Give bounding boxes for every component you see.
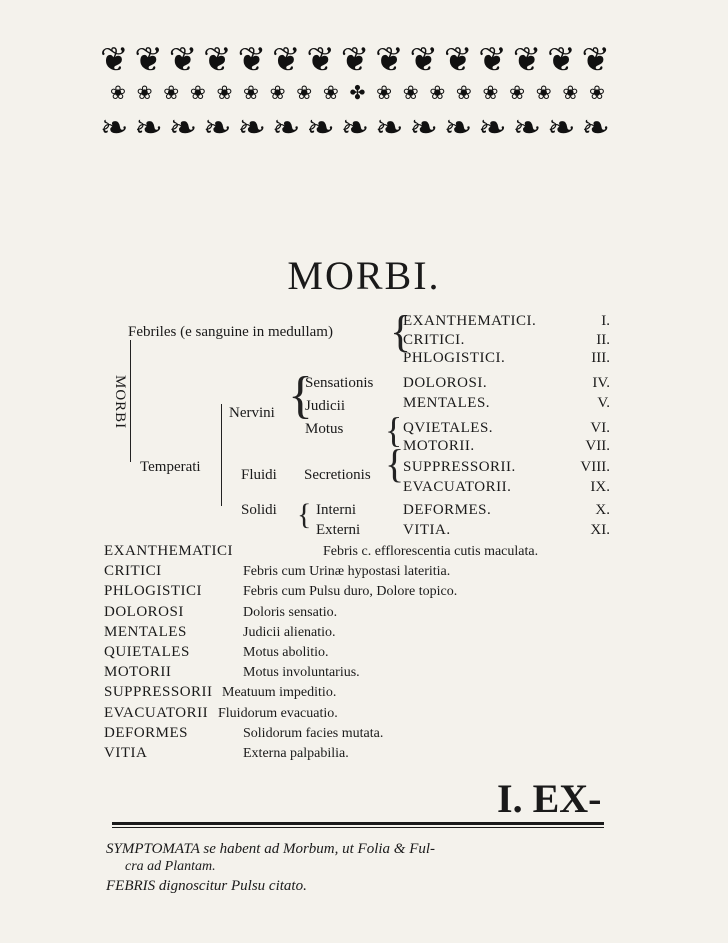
temperati-brace-line — [221, 404, 222, 506]
ornament-middle-glyph: ❀ — [588, 83, 605, 104]
footer-symptomata: SYMPTOMATA — [106, 841, 200, 857]
interni-label: Interni — [316, 502, 356, 518]
definition-term: MOTORII — [104, 664, 172, 681]
definition-text: Febris c. efflorescentia cutis maculata. — [323, 544, 539, 559]
class-numeral: III. — [591, 350, 610, 366]
definition-text: Solidorum facies mutata. — [243, 725, 384, 741]
class-name: DOLOROSI. — [403, 375, 488, 391]
ornament-top-glyph: ❦ — [443, 42, 473, 79]
ornament-bottom-glyph: ❧ — [168, 110, 198, 147]
class-name: QVIETALES. — [403, 420, 494, 436]
ornament-top-glyph: ❦ — [409, 42, 439, 79]
ornament-bottom-glyph: ❧ — [306, 110, 335, 147]
definition-text: Febris cum Pulsu duro, Dolore topico. — [243, 584, 458, 600]
ornament-bottom-glyph: ❧ — [100, 110, 129, 147]
ornament-middle-glyph: ❀ — [296, 83, 313, 104]
morbi-brace-line — [130, 340, 131, 462]
footer-line-3 — [106, 877, 307, 895]
ornament-middle-glyph: ❀ — [535, 83, 552, 104]
footer-line-1-rest: se habent ad Morbum, ut Folia & Ful- — [203, 841, 436, 857]
class-name: CRITICI. — [403, 332, 465, 348]
definition-text: Motus abolitio. — [243, 645, 329, 660]
page-title: MORBI. — [287, 253, 441, 298]
definition-text: Fluidorum evacuatio. — [218, 705, 338, 721]
ornament-middle-glyph: ❀ — [243, 83, 259, 104]
ornament-bottom-glyph: ❧ — [134, 110, 163, 147]
definition-term: QUIETALES — [104, 644, 190, 660]
class-name: EXANTHEMATICI. — [403, 313, 537, 329]
footer-line-3-rest: dignoscitur Pulsu citato. — [158, 878, 307, 894]
class-numeral: VIII. — [580, 459, 610, 475]
ornament-top-glyph: ❦ — [375, 42, 404, 79]
ornament-middle-glyph: ❀ — [402, 83, 419, 104]
ornament-top-glyph: ❦ — [478, 42, 507, 79]
ornament-top-glyph: ❦ — [512, 42, 542, 79]
ornament-top-glyph: ❦ — [100, 42, 129, 79]
class-name: MENTALES. — [403, 395, 491, 411]
definition-term: VITIA — [104, 745, 148, 761]
definition-text: Meatuum impeditio. — [222, 685, 337, 701]
ornament-bottom-glyph: ❧ — [547, 110, 576, 147]
ornament-bottom-glyph: ❧ — [512, 110, 542, 147]
ornament-top-glyph: ❦ — [203, 42, 232, 79]
ornament-middle-glyph: ❀ — [322, 83, 339, 104]
ornament-middle-glyph: ❀ — [163, 83, 180, 104]
sensationis-label: Sensationis — [305, 375, 374, 391]
ornament-top-glyph: ❦ — [271, 42, 301, 79]
definition-text: Doloris sensatio. — [243, 604, 338, 620]
footer-line-2: cra ad Plantam. — [125, 859, 216, 874]
class-name: EVACUATORII. — [403, 479, 512, 495]
definition-term: SUPPRESSORII — [104, 684, 213, 701]
ornament-middle-row — [110, 84, 605, 104]
ornament-middle-glyph: ❀ — [189, 83, 206, 104]
class-numeral: II. — [596, 332, 610, 348]
rule-thin — [112, 827, 604, 828]
definition-text: Motus involuntarius. — [243, 665, 360, 681]
class-numeral: VI. — [590, 420, 610, 436]
febriles-label: Febriles (e sanguine in medullam) — [128, 324, 333, 340]
definition-term: DOLOROSI — [104, 603, 184, 620]
class-numeral: IV. — [592, 375, 610, 391]
temperati-label: Temperati — [140, 459, 201, 475]
class-name: PHLOGISTICI. — [403, 350, 506, 366]
ornament-middle-glyph: ❀ — [376, 83, 393, 104]
definition-text: Judicii alienatio. — [243, 624, 336, 640]
ornament-top-glyph: ❦ — [168, 42, 198, 79]
class-numeral: V. — [597, 395, 610, 411]
ornament-middle-glyph: ❀ — [562, 83, 579, 104]
ornament-middle-glyph: ❀ — [509, 83, 526, 104]
class-name: MOTORII. — [403, 438, 475, 454]
definition-term: CRITICI — [104, 563, 162, 580]
ornament-middle-glyph: ❀ — [136, 83, 153, 104]
ornament-bottom-glyph: ❧ — [478, 110, 507, 147]
ornament-middle-glyph: ❀ — [110, 83, 126, 104]
definition-term: EVACUATORII — [104, 704, 209, 721]
ornament-bottom-glyph: ❧ — [237, 110, 267, 147]
solidi-brace: { — [297, 498, 312, 531]
definition-text: Externa palpabilia. — [243, 746, 349, 761]
footer-line-1 — [106, 840, 435, 858]
febriles-brace: { — [390, 307, 412, 356]
ornament-bottom-glyph: ❧ — [203, 110, 232, 147]
ornament-middle-glyph: ❀ — [455, 83, 472, 104]
definition-term: MENTALES — [104, 623, 187, 640]
solidi-label: Solidi — [241, 502, 277, 518]
class-name: SUPPRESSORII. — [403, 459, 516, 475]
class-name: VITIA. — [403, 522, 451, 538]
class-numeral: X. — [595, 502, 610, 518]
definition-term: EXANTHEMATICI — [104, 543, 233, 559]
class-numeral: XI. — [590, 522, 610, 538]
judicii-label: Judicii — [305, 398, 345, 414]
ornament-bottom-glyph: ❧ — [581, 110, 610, 147]
catchword: I. EX- — [497, 776, 602, 821]
nervini-brace: { — [288, 367, 313, 424]
ornament-middle-glyph: ❀ — [269, 83, 286, 104]
ornament-bottom-glyph: ❧ — [443, 110, 473, 147]
ornament-top-glyph: ❦ — [237, 42, 267, 79]
ornament-bottom-glyph: ❧ — [409, 110, 439, 147]
ornament-bottom-row — [100, 112, 610, 146]
ornament-top-glyph: ❦ — [340, 42, 370, 79]
class-name: DEFORMES. — [403, 502, 492, 518]
motus-brace: { — [385, 410, 403, 450]
rule-thick — [112, 822, 604, 825]
externi-label: Externi — [316, 522, 361, 538]
ornament-top-glyph: ❦ — [581, 42, 610, 79]
morbi-vertical-label: MORBI — [112, 375, 128, 430]
ornament-top-glyph: ❦ — [547, 42, 576, 79]
definition-text: Febris cum Urinæ hypostasi lateritia. — [243, 564, 451, 580]
ornament-middle-glyph: ❀ — [216, 83, 233, 104]
definition-term: DEFORMES — [104, 724, 189, 741]
ornament-bottom-glyph: ❧ — [271, 110, 301, 147]
ornament-top-row — [100, 44, 610, 78]
fluidi-label: Fluidi — [241, 467, 277, 483]
ornament-middle-glyph: ❀ — [482, 83, 499, 104]
secretionis-label: Secretionis — [304, 467, 371, 483]
ornament-bottom-glyph: ❧ — [375, 110, 404, 147]
ornament-bottom-glyph: ❧ — [340, 110, 370, 147]
secretionis-brace: { — [385, 441, 405, 486]
nervini-label: Nervini — [229, 405, 275, 421]
class-numeral: IX. — [590, 479, 610, 495]
class-numeral: I. — [601, 313, 610, 329]
motus-label: Motus — [305, 421, 344, 437]
ornament-top-glyph: ❦ — [134, 42, 163, 79]
ornament-middle-glyph: ✤ — [349, 83, 366, 104]
footer-febris: FEBRIS — [106, 878, 156, 894]
definition-term: PHLOGISTICI — [104, 583, 202, 600]
class-numeral: VII. — [585, 438, 610, 454]
ornament-middle-glyph: ❀ — [429, 83, 446, 104]
ornament-top-glyph: ❦ — [306, 42, 335, 79]
